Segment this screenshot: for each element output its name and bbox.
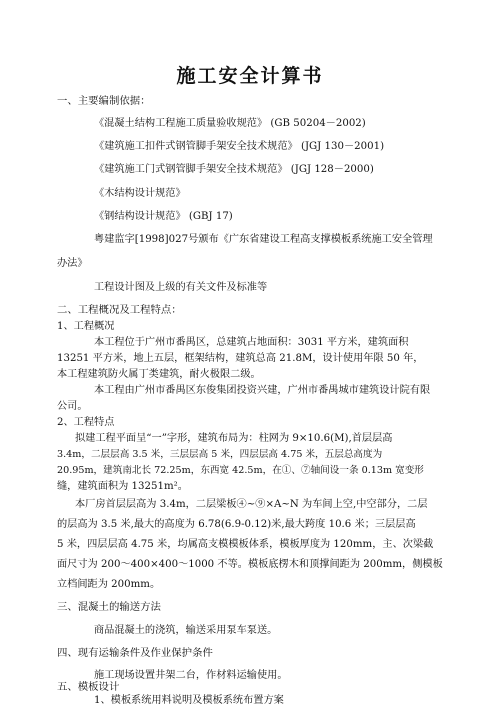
subsection-features: 2、工程特点 xyxy=(57,417,115,428)
section-3-heading: 三、混凝土的输送方法 xyxy=(57,601,161,613)
overview-p1-line-2: 13251 平方米，地上五层，框架结构，建筑总高 21.8M，设计使用年限 50 年， xyxy=(57,353,424,364)
section-5-heading: 五、模板设计 xyxy=(57,681,120,693)
section-2-heading: 二、工程概况及工程特点： xyxy=(57,304,182,316)
design-docs-line: 工程设计图及上级的有关文件及标准等 xyxy=(94,282,268,293)
reference-1: 《混凝土结构工程施工质量验收规范》 (GB 50204－2002) xyxy=(94,118,366,129)
reference-2: 《建筑施工扣件式钢管脚手架安全技术规范》 (JGJ 130－2001) xyxy=(94,141,385,152)
features-p4-line-1: 本厂房首层层高为 3.4m，二层梁板④~⑨×A~N 为车间上空,中空部分，二层 xyxy=(75,499,428,510)
features-p4-line-3: 5 米，四层层高 4.75 米，均属高支模模板体系，模板厚度为 120mm，主、次梁截 xyxy=(57,539,434,550)
overview-p2-line-2: 公司。 xyxy=(57,401,88,412)
gd-regulation-line-1: 粤建监字[1998]027号颁布《广东省建设工程高支撑模板系统施工安全管理 xyxy=(94,234,433,245)
features-p4-line-4: 面尺寸为 200～400×400～1000 不等。模板底楞木和顶撑间距为 200mm，侧模板 xyxy=(57,559,443,570)
section-4-heading: 四、现有运输条件及作业保护条件 xyxy=(57,647,213,659)
section-1-heading: 一、主要编制依据： xyxy=(57,95,151,107)
features-p4-line-2: 的层高为 3.5 米,最大的高度为 6.78(6.9-0.12)米,最大跨度 10.6 米；三层层高 xyxy=(57,519,416,530)
reference-3: 《建筑施工门式钢管脚手架安全技术规范》 (JGJ 128－2000) xyxy=(94,164,374,175)
overview-p1-line-1: 本工程位于广州市番禺区，总建筑占地面积：3031 平方米，建筑面积 xyxy=(94,337,409,348)
section-4-body: 施工现场设置井架二台，作材料运输使用。 xyxy=(94,670,288,681)
features-p3-line-4: 缝，建筑面积为 13251m²。 xyxy=(57,481,188,492)
gd-regulation-line-2: 办法》 xyxy=(57,258,88,269)
reference-5: 《钢结构设计规范》 (GBJ 17) xyxy=(94,211,233,222)
section-3-body: 商品混凝土的浇筑，输送采用泵车泵送。 xyxy=(94,625,278,636)
subsection-overview: 1、工程概况 xyxy=(57,321,115,332)
features-p3-line-2: 3.4m，二层层高 3.5 米，三层层高 5 米，四层层高 4.75 米，五层总高度为 xyxy=(57,449,383,460)
overview-p2-line-1: 本工程由广州市番禺区东俊集团投资兴建，广州市番禺城市建筑设计院有限 xyxy=(94,385,431,396)
reference-4: 《木结构设计规范》 xyxy=(94,188,186,199)
section-5-sub-1: 1、模板系统用料说明及模板系统布置方案 xyxy=(94,695,284,706)
features-p3-line-3: 20.95m，建筑南北长 72.25m，东西宽 42.5m，在①、⑦轴间设一条 0.13m 宽变形 xyxy=(57,465,424,476)
document-title: 施工安全计算书 xyxy=(176,65,324,87)
features-p4-line-5: 立档间距为 200mm。 xyxy=(57,579,161,590)
overview-p1-line-3: 本工程建筑防火属丁类建筑，耐火极限二级。 xyxy=(57,369,261,380)
features-p3-line-1: 拟建工程平面呈“一”字形，建筑布局为：柱网为 9×10.6(M),首层层高 xyxy=(75,433,393,444)
